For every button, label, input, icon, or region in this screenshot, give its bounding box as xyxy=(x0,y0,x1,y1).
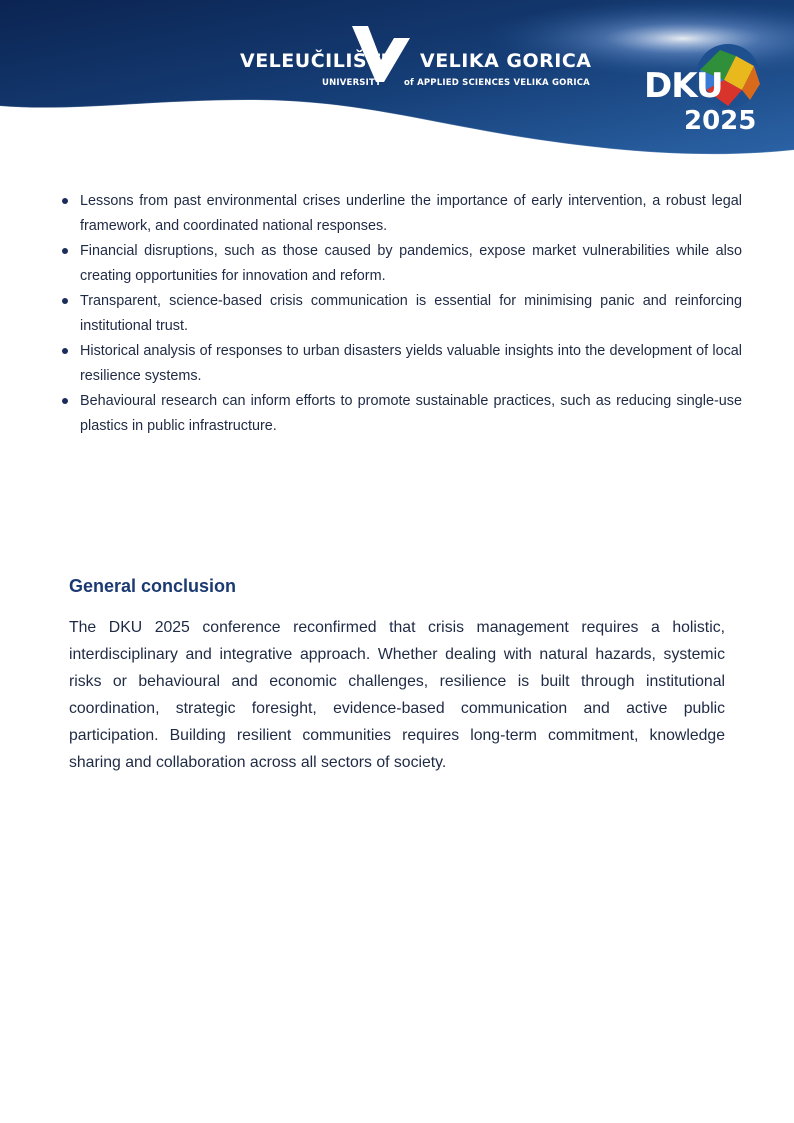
conference-year: 2025 xyxy=(684,106,757,136)
institution-name-right: VELIKA GORICA xyxy=(420,50,592,72)
institution-name-left: VELEUČILIŠTE xyxy=(240,50,395,72)
list-item: Financial disruptions, such as those caused by pandemics, expose market vulnerabilities while also creating opportunities for innovation and reform. xyxy=(60,239,742,289)
list-item: Transparent, science-based crisis communication is essential for minimising panic and reinforcing institutional trust. xyxy=(60,289,742,339)
list-item: Behavioural research can inform efforts to promote sustainable practices, such as reducing single-use plastics in public infrastructure. xyxy=(60,389,742,439)
list-item: Lessons from past environmental crises underline the importance of early intervention, a robust legal framework, and coordinated national responses. xyxy=(60,189,742,239)
general-conclusion-paragraph: The DKU 2025 conference reconfirmed that crisis management requires a holistic, interdisciplinary and integrative approach. Whether dealing with natural hazards, systemic risks or behavioural and economic challenges, resilience is built through institutional coordination, strategic foresight, evidence-based communication and active public participation. Building resilient communities requires long-term commitment, knowledge sharing and collaboration across all sectors of society. xyxy=(69,619,725,771)
section-heading-general-conclusion: General conclusion xyxy=(69,576,237,596)
conference-acronym: DKU xyxy=(644,66,723,106)
institution-subtitle-right: of APPLIED SCIENCES VELIKA GORICA xyxy=(404,78,590,88)
page-header-banner xyxy=(0,0,794,160)
key-findings-list xyxy=(60,189,742,439)
list-item: Historical analysis of responses to urban disasters yields valuable insights into the development of local resilience systems. xyxy=(60,339,742,389)
institution-subtitle-left: UNIVERSITY xyxy=(322,78,382,88)
